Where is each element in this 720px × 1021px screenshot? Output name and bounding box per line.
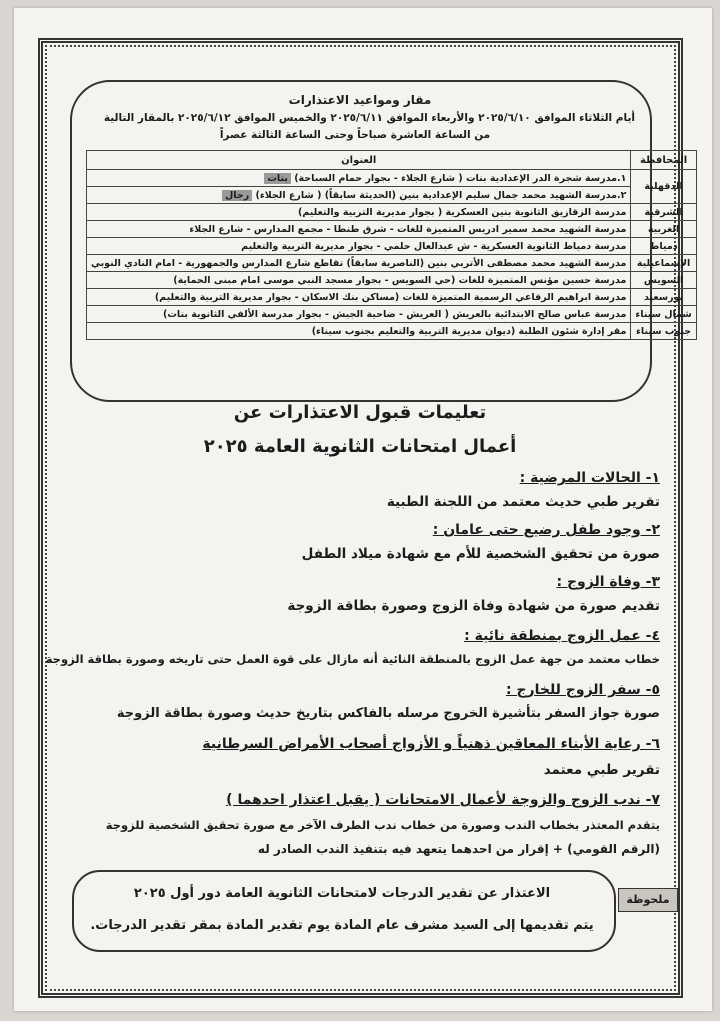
address-cell: مدرسة عباس صالح الابتدائية بالعريش ( العريش - ضاحية الجيش - بجوار مدرسة الألفي الثانوية بنات) xyxy=(87,306,631,323)
table-row xyxy=(87,187,697,204)
gender-tag: بنات xyxy=(264,173,291,184)
item-heading: ٣- وفاة الزوج : xyxy=(556,574,660,590)
table-row xyxy=(87,289,697,306)
address-cell: مدرسة ابراهيم الرفاعي الرسمية المتميزة للغات (مساكن بنك الاسكان - بجوار مديرية التربية والتعليم) xyxy=(87,289,631,306)
governorate-cell: السويس xyxy=(631,272,696,289)
venues-title: مقار ومواعيد الاعتذارات xyxy=(288,93,432,107)
col-address: العنوان xyxy=(87,151,631,170)
item-heading: ٢- وجود طفل رضيع حتى عامان : xyxy=(432,522,660,538)
address-cell: مدرسة دمياط الثانوية العسكرية - ش عبدالعال حلمي - بجوار مديرية التربية والتعليم xyxy=(87,238,631,255)
note-label: ملحوظة xyxy=(618,888,678,912)
address-cell: مدرسة الزقازيق الثانوية بنين العسكرية ( بجوار مديرية التربية والتعليم) xyxy=(87,204,631,221)
governorate-cell: الدقهلية xyxy=(631,170,696,204)
item-body: تقديم صورة من شهادة وفاة الزوج وصورة بطاقة الزوجة xyxy=(287,598,660,614)
governorate-cell: دمياط xyxy=(631,238,696,255)
item-heading: ٦- رعاية الأبناء المعاقين ذهنياً و الأزواج أصحاب الأمراض السرطانية xyxy=(202,736,660,752)
item-heading: ٧- ندب الزوج والزوجة لأعمال الامتحانات ( يقبل اعتذار احدهما ) xyxy=(226,792,660,808)
table-row xyxy=(87,272,697,289)
venues-dates: أيام الثلاثاء الموافق ٢٠٢٥/٦/١٠ والأربعاء الموافق ٢٠٢٥/٦/١١ والخميس الموافق ٢٠٢٥/٦/١٢ بالمقار التالية xyxy=(103,112,635,124)
venues-hours: من الساعة العاشرة صباحاً وحتى الساعة الثالثة عصراً xyxy=(219,129,491,141)
note-box xyxy=(72,870,616,952)
address-cell xyxy=(87,187,631,204)
gender-tag: رجال xyxy=(222,190,252,201)
address-cell: مدرسة الشهيد محمد سمير ادريس المتميزة للغات - شرق طنطا - مجمع المدارس - شارع الجلاء xyxy=(87,221,631,238)
item-body: صورة جواز السفر بتأشيرة الخروج مرسله بالفاكس بتاريخ حديث وصورة بطاقة الزوجة xyxy=(116,706,660,721)
address-cell: مدرسة الشهيد محمد مصطفى الأتربي بنين (الناصرية سابقاً) تقاطع شارع المدارس والجمهورية - امام النادي النوبي xyxy=(87,255,631,272)
governorate-cell: الإسماعيلية xyxy=(631,255,696,272)
col-governorate: المحافظة xyxy=(631,151,696,170)
address-text: ١.مدرسة شجرة الدر الإعدادية بنات ( شارع الجلاء - بجوار حمام السباحة) xyxy=(294,172,627,184)
venues-table xyxy=(86,150,697,340)
table-row xyxy=(87,238,697,255)
table-row xyxy=(87,255,697,272)
note-line: الاعتذار عن تقدير الدرجات لامتحانات الثانوية العامة دور أول ٢٠٢٥ xyxy=(133,886,551,901)
item-body: يتقدم المعتذر بخطاب الندب وصورة من خطاب ندب الطرف الآخر مع صورة تحقيق الشخصية للزوجة xyxy=(105,818,660,832)
governorate-cell: شمال سيناء xyxy=(631,306,696,323)
table-row xyxy=(87,204,697,221)
table-row xyxy=(87,170,697,187)
item-body: تقرير طبي معتمد xyxy=(543,762,660,778)
note-line: يتم تقديمها إلى السيد مشرف عام المادة يوم تقدير المادة بمقر تقدير الدرجات. xyxy=(90,918,594,933)
item-heading: ٥- سفر الزوج للخارج : xyxy=(505,682,660,698)
governorate-cell: الغربية xyxy=(631,221,696,238)
table-row xyxy=(87,323,697,340)
address-cell xyxy=(87,170,631,187)
item-body: صورة من تحقيق الشخصية للأم مع شهادة ميلاد الطفل xyxy=(301,546,660,562)
item-body: تقرير طبي حديث معتمد من اللجنة الطبية xyxy=(386,494,660,510)
address-cell: مدرسة حسين مؤنس المتميزة للغات (حي السويس - بجوار مسجد النبي موسى امام مبنى الحماية) xyxy=(87,272,631,289)
address-text: ٢.مدرسة الشهيد محمد جمال سليم الإعدادية بنين (الحديثة سابقاً) ( شارع الجلاء) xyxy=(255,189,627,201)
item-body: (الرقم القومي) + إقرار من احدهما يتعهد فيه بتنفيذ الندب الصادر له xyxy=(257,842,660,856)
governorate-cell: جنوب سيناء xyxy=(631,323,696,340)
instructions-title: تعليمات قبول الاعتذارات عن xyxy=(233,402,487,423)
instructions-subtitle: أعمال امتحانات الثانوية العامة ٢٠٢٥ xyxy=(203,436,517,457)
table-row xyxy=(87,306,697,323)
item-body: خطاب معتمد من جهة عمل الزوج بالمنطقة النائية أنه مازال على قوة العمل حتى تاريخه وصورة بطاقة الزوجة xyxy=(45,652,660,666)
address-cell: مقر إدارة شئون الطلبة (ديوان مديرية التربية والتعليم بجنوب سيناء) xyxy=(87,323,631,340)
governorate-cell: الشرقية xyxy=(631,204,696,221)
item-heading: ٤- عمل الزوج بمنطقة نائية : xyxy=(464,628,660,644)
item-heading: ١- الحالات المرضية : xyxy=(519,470,660,486)
governorate-cell: بورسعيد xyxy=(631,289,696,306)
table-header-row xyxy=(87,151,697,170)
table-row xyxy=(87,221,697,238)
